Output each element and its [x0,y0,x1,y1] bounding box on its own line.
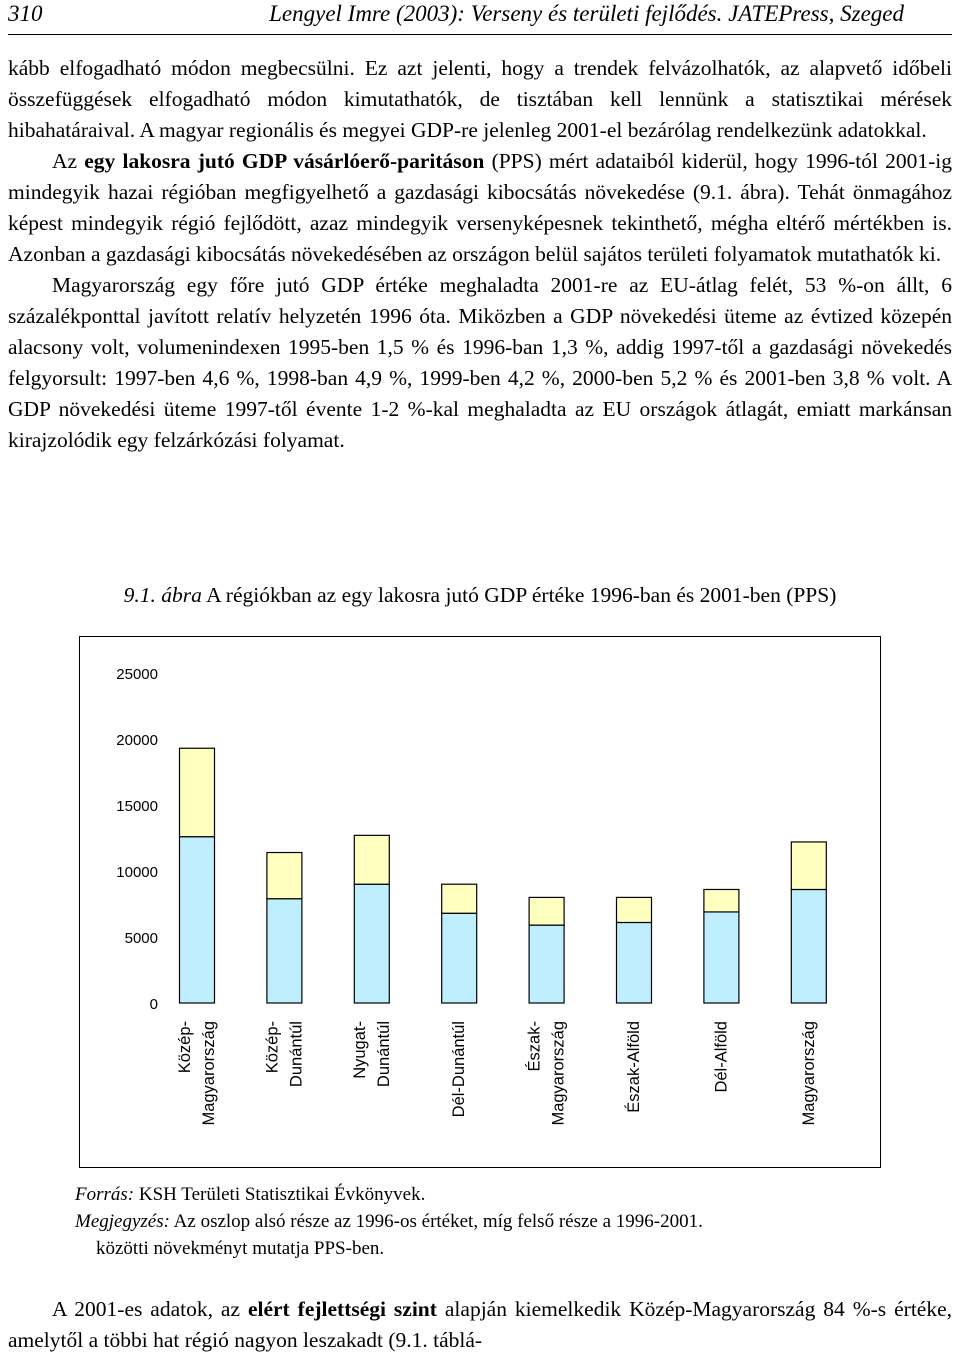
y-tick-label: 10000 [116,864,158,881]
figure-caption [0,580,960,610]
paragraph-4-part-b: alapján kiemelkedik Közép-Magyarország 84 %-s értéke, amelytől a többi hat régió nagyon leszakadt (9.1. táblá- [8,1297,953,1352]
x-category-label: Észak- [525,1021,544,1072]
bar-1996 [267,899,302,1003]
bottom-text [8,1294,952,1356]
bar-increment [791,842,826,890]
paragraph-2 [8,146,952,270]
paragraph-3: Magyarország egy főre jutó GDP értéke meghaladta 2001-re az EU-átlag felét, 53 %-on állt, 6 százalékponttal javított relatív helyzetén 1996 óta. Miközben a GDP növekedési üteme az évtized közepén alacsony volt, volumenindexen 1995-ben 1,5 % és 1996-ban 1,3 %, addig 1997-től a gazdasági növekedés felgyorsult: 1997-ben 4,6 %, 1998-ban 4,9 %, 1999-ben 4,2 %, 2000-ben 5,2 % és 2001-ben 3,8 % volt. A GDP növekedési üteme 1997-től évente 1-2 %-kal meghaladta az EU országok átlagát, emiatt markánsan kirajzolódik egy felzárkózási folyamat. [8,273,952,452]
running-header [8,0,952,35]
y-tick-label: 15000 [116,798,158,815]
y-tick-label: 20000 [116,732,158,749]
note-continuation: közötti növekményt mutatja PPS-ben. [96,1238,385,1259]
bar-increment [529,897,564,925]
x-category-label: Magyarország [549,1021,568,1126]
x-category-label: Dél-Dunántúl [450,1021,469,1118]
bar-increment [617,897,652,922]
x-category-label: Dél-Alföld [712,1021,731,1093]
figure-title: A régiókban az egy lakosra jutó GDP értéke 1996-ban és 2001-ben (PPS) [206,583,837,607]
page-number: 310 [8,1,43,26]
bar-increment [354,835,389,884]
bar-increment [704,889,739,911]
running-title: Lengyel Imre (2003): Verseny és területi fejlődés. JATEPress, Szeged [269,1,904,26]
x-category-label: Észak-Alföld [625,1021,643,1113]
body-text [8,53,952,456]
bar-increment [180,748,215,836]
paragraph-1 [8,53,952,146]
bar-1996 [617,922,652,1003]
figure-label: 9.1. ábra [123,583,202,607]
bar-1996 [529,925,564,1003]
x-category-label: Közép- [176,1021,194,1074]
bar-1996 [442,913,477,1003]
x-category-label: Nyugat- [350,1021,369,1079]
bar-increment [267,853,302,899]
bar-1996 [704,912,739,1003]
y-tick-label: 25000 [116,666,158,683]
note-text: Az oszlop alsó része az 1996-os értéket, míg felső része a 1996-2001. [169,1211,703,1232]
chart-frame [79,636,881,1168]
bar-increment [442,884,477,913]
note-line [75,1208,935,1235]
x-category-label: Dunántúl [287,1021,306,1088]
x-category-label: Dunántúl [374,1021,393,1088]
bar-1996 [354,884,389,1003]
paragraph-1-part-b: A magyar regionális és megyei GDP-re jelenleg 2001-el bezárólag rendelkezünk adatokkal. [139,118,927,142]
y-tick-label: 0 [149,996,158,1013]
paragraph-4 [8,1294,952,1356]
paragraph-4-bold: elért fejlettségi szint [247,1297,437,1321]
x-category-label: Magyarország [200,1021,218,1126]
source-label: Forrás: [75,1184,135,1205]
paragraph-1-part-a: kább elfogadható módon megbecsülni. Ez azt jelenti, hogy a trendek felvázolhatók, az alapvető időbeli összefüggések elfogadható módon kimutathatók, de tisztában kell lennünk a statisztikai mérések hibahatáraival. [8,56,952,142]
x-category-label: Magyarország [799,1021,818,1126]
figure-notes [75,1181,935,1262]
bar-1996 [791,889,826,1003]
y-tick-label: 5000 [124,930,158,947]
paragraph-2-part-b: (PPS) mért adataiból kiderül, hogy 1996-tól 2001-ig mindegyik hazai régióban megfigyelhető a gazdasági kibocsátás növekedése (9.1. ábra). Tehát önmagához képest mindegyik régió fejlődött, azaz mindegyik versenyképesnek tekinthető, mégha eltérő mértékben is. Azonban a gazdasági kibocsátás növekedésében az országon belül sajátos területi folyamatok mutathatók ki. [8,149,952,266]
source-text: KSH Területi Statisztikai Évkönyvek. [134,1184,426,1205]
bar-1996 [180,837,215,1003]
paragraph-2-part-a: Az [52,149,85,173]
paragraph-4-part-a: A 2001-es adatok, az [52,1297,248,1321]
x-category-label: Közép- [263,1021,282,1074]
paragraph-2-bold: egy lakosra jutó GDP vásárlóerő-paritáson [84,149,485,173]
source-line [75,1181,935,1208]
gdp-bar-chart [80,637,880,1167]
note-label: Megjegyzés: [75,1211,170,1232]
